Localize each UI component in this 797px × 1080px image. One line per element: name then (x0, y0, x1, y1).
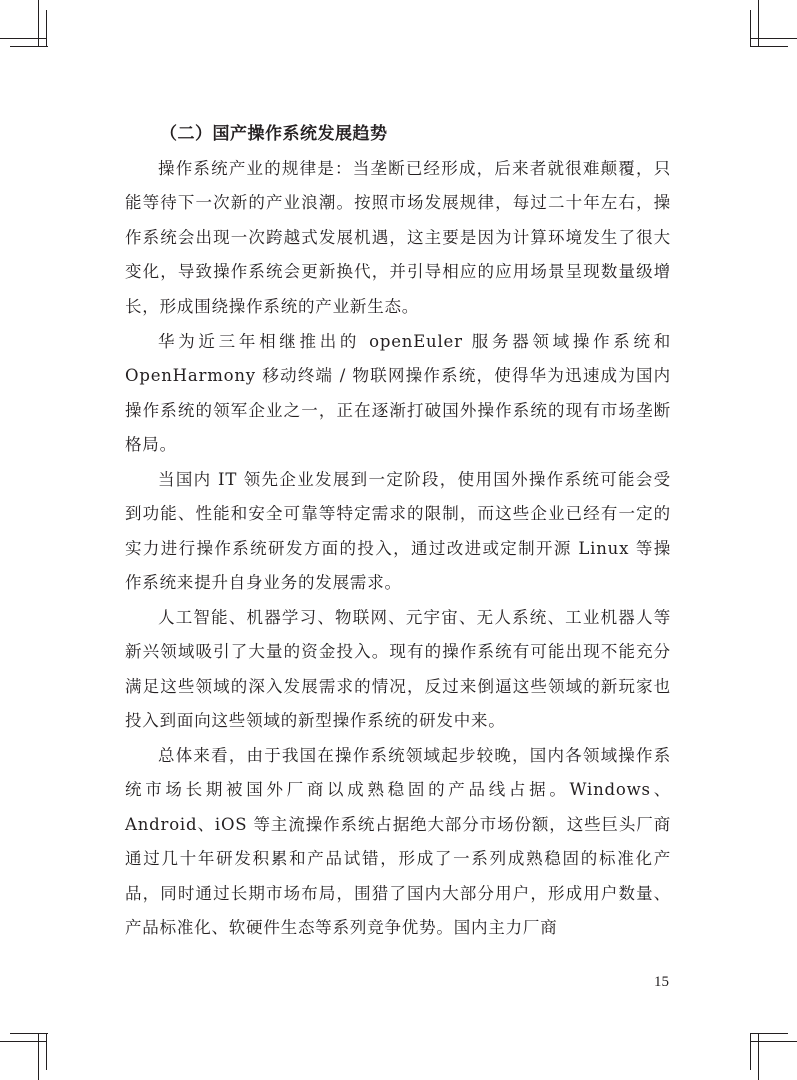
section-heading: （二）国产操作系统发展趋势 (160, 124, 388, 144)
crop-mark-bottom-right-inner-horizontal (750, 1033, 788, 1034)
paragraph-1: 操作系统产业的规律是：当垄断已经形成，后来者就很难颠覆，只能等待下一次新的产业浪潮。按照市场发展规律，每过二十年左右，操作系统会出现一次跨越式发展机遇，这主要是因为计算环境发生了很大变化，导致操作系统会更新换代，并引导相应的应用场景呈现数量级增长，形成围绕操作系统的产业新生态。 (125, 159, 671, 316)
crop-mark-bottom-left-inner-vertical (46, 1033, 47, 1070)
crop-mark-bottom-right-inner-vertical (750, 1033, 751, 1070)
paragraph-2: 华为近三年相继推出的 openEuler 服务器领域操作系统和 OpenHarmony 移动终端 / 物联网操作系统，使得华为迅速成为国内操作系统的领军企业之一，正在逐渐打破国外操作系统的现有市场垄断格局。 (125, 332, 671, 455)
crop-mark-top-right-inner-vertical (750, 10, 751, 46)
crop-mark-top-left-inner-vertical (46, 10, 47, 46)
page-number: 15 (654, 974, 669, 990)
paragraph-4: 人工智能、机器学习、物联网、元宇宙、无人系统、工业机器人等新兴领域吸引了大量的资金投入。现有的操作系统有可能出现不能充分满足这些领域的深入发展需求的情况，反过来倒逼这些领域的新玩家也投入到面向这些领域的新型操作系统的研发中来。 (125, 608, 671, 731)
crop-mark-bottom-left-inner-horizontal (10, 1033, 48, 1034)
crop-mark-top-left-horizontal (0, 38, 46, 39)
crop-mark-top-right-horizontal (751, 38, 797, 39)
paragraph-3: 当国内 IT 领先企业发展到一定阶段，使用国外操作系统可能会受到功能、性能和安全可靠等特定需求的限制，而这些企业已经有一定的实力进行操作系统研发方面的投入，通过改进或定制开源 Linux 等操作系统来提升自身业务的发展需求。 (125, 470, 671, 593)
crop-mark-top-left-vertical (38, 0, 39, 46)
crop-mark-bottom-right-horizontal (751, 1041, 797, 1042)
crop-mark-top-right-vertical (758, 0, 759, 46)
crop-mark-top-left-inner-horizontal (10, 46, 48, 47)
crop-mark-bottom-left-horizontal (0, 1041, 46, 1042)
crop-mark-top-right-inner-horizontal (750, 46, 788, 47)
paragraph-5: 总体来看，由于我国在操作系统领域起步较晚，国内各领域操作系统市场长期被国外厂商以成熟稳固的产品线占据。Windows、Android、iOS 等主流操作系统占据绝大部分市场份额，这些巨头厂商通过几十年研发积累和产品试错，形成了一系列成熟稳固的标准化产品，同时通过长期市场布局，围猎了国内大部分用户，形成用户数量、产品标准化、软硬件生态等系列竞争优势。国内主力厂商 (125, 746, 671, 938)
